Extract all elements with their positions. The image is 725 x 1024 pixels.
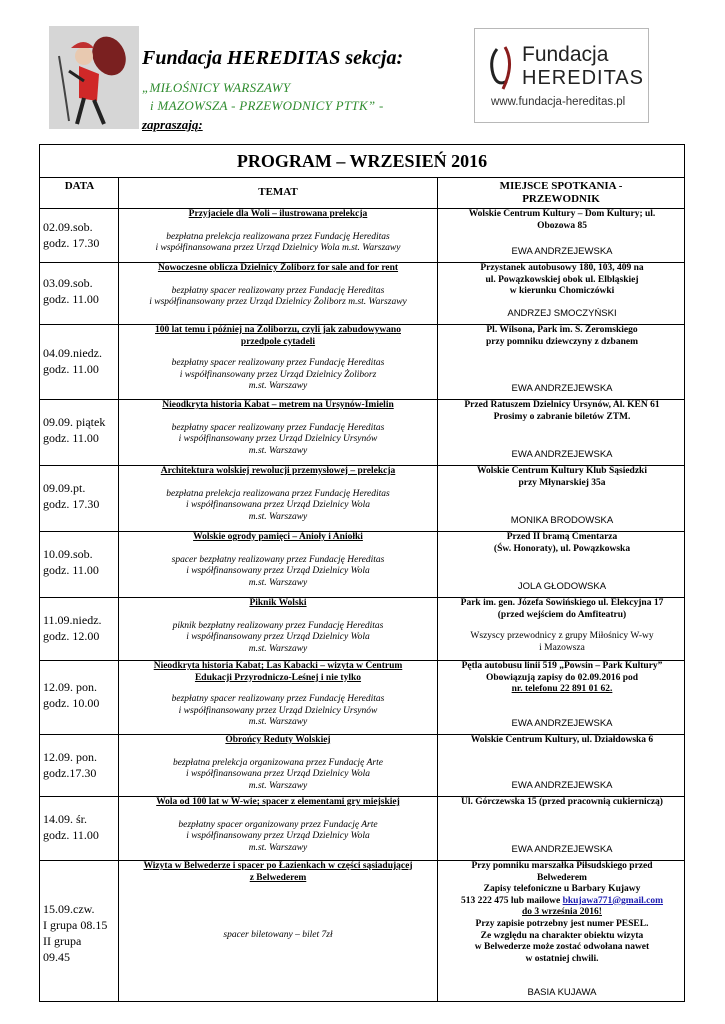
logo-text-fundacja: Fundacja [522, 43, 609, 66]
meeting-place-line: Ul. Górczewska 15 (przed pracownią cukierniczą) [461, 797, 663, 807]
event-title: 100 lat temu i później na Żoliborzu, czyli jak zabudowywano [155, 325, 401, 335]
event-date [43, 546, 99, 578]
spacer [119, 809, 437, 820]
event-description: i współfinansowany przez Urząd Dzielnicy Ursynów [178, 434, 378, 445]
logo-url[interactable]: www.fundacja-hereditas.pl [491, 96, 626, 108]
meeting-place-line: Ze względu na charakter obiektu wizyta [480, 930, 644, 941]
event-topic [119, 466, 437, 530]
event-description: i współfinansowana przez Urząd Dzielnicy Wola [185, 500, 371, 511]
meeting-place [440, 861, 684, 965]
event-date-line: II grupa [43, 934, 82, 948]
table-row [40, 660, 684, 734]
event-description: bezpłatny spacer realizowany przez Fundację Hereditas [171, 422, 385, 433]
event-description: i współfinansowany przez Urząd Dzielnicy Wola [186, 632, 370, 643]
event-description: m.st. Warszawy [248, 780, 308, 791]
meeting-place-line: Pl. Wilsona, Park im. S. Żeromskiego [486, 325, 638, 335]
table-row [40, 860, 684, 1003]
guide-name: EWA ANDRZEJEWSKA [511, 780, 613, 791]
spacer [119, 684, 437, 694]
event-date-line: 14.09. śr. [43, 812, 88, 826]
spacer [119, 884, 437, 930]
event-date-line: 09.09. piątek [43, 415, 106, 429]
event-topic [119, 598, 437, 659]
meeting-place [440, 661, 684, 696]
col-header-place-line1: MIEJSCE SPOTKANIA - [499, 180, 623, 192]
logo-text-hereditas: HEREDITAS [522, 67, 644, 89]
event-date-line: 03.09.sob. [43, 276, 93, 290]
event-title: Piknik Wolski [249, 598, 307, 608]
meeting-place-note: i Mazowsza [539, 642, 585, 653]
event-description: bezpłatna prelekcja organizowana przez Fundację Arte [173, 757, 383, 768]
event-description: i współfinansowany przez Urząd Dzielnicy Żoliborz [179, 369, 377, 380]
table-row [40, 208, 684, 262]
event-topic [119, 861, 437, 1002]
meeting-place-line: Park im. gen. Józefa Sowińskiego ul. Elekcyjna 17 [460, 598, 664, 608]
event-topic [119, 400, 437, 464]
meeting-place-line: Obowiązują zapisy do 02.09.2016 pod [485, 672, 639, 683]
event-description: m.st. Warszawy [248, 381, 308, 392]
meeting-place [440, 263, 684, 298]
table-row [40, 796, 684, 860]
event-date [43, 345, 102, 377]
guide-name: BASIA KUJAWA [527, 987, 597, 998]
event-topic [119, 661, 437, 733]
event-description: bezpłatna prelekcja realizowana przez Fundację Hereditas [166, 231, 390, 242]
guide-name: EWA ANDRZEJEWSKA [511, 844, 613, 855]
event-date [43, 219, 99, 251]
guide-name: ANDRZEJ SMOCZYŃSKI [507, 308, 617, 319]
event-description: bezpłatny spacer realizowany przez Fundację Hereditas [171, 285, 385, 296]
section-name-line2: i MAZOWSZA - PRZEWODNICY PTTK” - [150, 98, 384, 113]
event-date-line: godz. 11.00 [43, 431, 99, 445]
event-description: spacer biletowany – bilet 7zł [223, 930, 333, 941]
meeting-place-line: nr. telefonu 22 891 01 62. [511, 684, 613, 695]
event-date-line: godz. 11.00 [43, 292, 99, 306]
event-description: bezpłatny spacer realizowany przez Fundację Hereditas [171, 694, 385, 705]
event-title: Nowoczesne oblicza Dzielnicy Żoliborz for sale and for rent [157, 263, 399, 273]
spacer [119, 348, 437, 358]
event-description: piknik bezpłatny realizowany przez Fundację Hereditas [172, 620, 384, 631]
event-date-line: I grupa 08.15 [43, 918, 108, 932]
meeting-place-line: do 3 września 2016! [522, 907, 602, 918]
meeting-place [440, 735, 684, 747]
meeting-place [440, 325, 684, 348]
event-description: i współfinansowana przez Urząd Dzielnicy Wola m.st. Warszawy [155, 243, 401, 254]
event-date [43, 811, 99, 843]
spacer [119, 610, 437, 621]
event-date [43, 480, 99, 512]
event-title: przedpole cytadeli [240, 336, 316, 347]
event-date [43, 275, 99, 307]
event-date-line: godz. 17.30 [43, 497, 100, 511]
meeting-place [440, 466, 684, 489]
event-date [43, 749, 97, 781]
meeting-place-line: Belwederem [537, 872, 587, 883]
meeting-place-line: Wolskie Centrum Kultury – Dom Kultury; ul. [468, 209, 656, 219]
event-description: m.st. Warszawy [248, 577, 308, 588]
table-row [40, 465, 684, 531]
event-description: i współfinansowany przez Urząd Dzielnicy Wola [186, 566, 370, 577]
event-date-line: 12.09. pon. [43, 680, 97, 694]
meeting-place-line: Wolskie Centrum Kultury Klub Sąsiedzki [477, 466, 647, 476]
meeting-place-line: Przed Ratuszem Dzielnicy Ursynów, Al. KEN 61 [464, 400, 660, 410]
table-row [40, 597, 684, 660]
meeting-place-line: w ostatniej chwili. [525, 953, 599, 964]
event-description: m.st. Warszawy [248, 717, 308, 728]
event-date-line: godz. 10.00 [43, 696, 100, 710]
meeting-place-note: Wszyscy przewodnicy z grupy Miłośnicy W-wy [470, 631, 654, 642]
event-title: Wizyta w Belwederze i spacer po Łazienkach w części sąsiadującej [143, 861, 413, 871]
event-description: m.st. Warszawy [248, 643, 308, 654]
program-title: PROGRAM – WRZESIEŃ 2016 [40, 145, 684, 178]
meeting-place-line: ul. Powązkowskiej obok ul. Elbląskiej [485, 274, 639, 285]
event-date [43, 901, 107, 965]
guide-name: EWA ANDRZEJEWSKA [511, 449, 613, 460]
event-topic [119, 735, 437, 795]
event-description: m.st. Warszawy [248, 445, 308, 456]
invite-label: zapraszają: [142, 117, 203, 132]
col-header-place-line2: PRZEWODNIK [522, 193, 600, 205]
spacer [119, 747, 437, 758]
meeting-place-line: Pętla autobusu linii 519 „Powsin – Park Kultury” [461, 661, 663, 671]
meeting-place [440, 598, 684, 654]
event-date-line: 10.09.sob. [43, 547, 93, 561]
col-header-topic: TEMAT [258, 186, 298, 198]
col-header-date: DATA [64, 180, 95, 192]
spacer [440, 621, 684, 631]
event-description: m.st. Warszawy [248, 511, 308, 522]
event-title: Wolskie ogrody pamięci – Anioły i Aniołki [193, 532, 363, 542]
meeting-place-line [440, 896, 684, 908]
event-date-line: godz. 11.00 [43, 362, 99, 376]
meeting-place [440, 400, 684, 423]
spacer [119, 478, 437, 489]
col-header-place [437, 178, 685, 211]
event-title: Edukacji Przyrodniczo-Leśnej i nie tylko [194, 672, 362, 683]
event-date-line: 12.09. pon. [43, 750, 97, 764]
meeting-place-line: Wolskie Centrum Kultury, ul. Działdowska 6 [470, 735, 654, 745]
event-date [43, 679, 99, 711]
event-description: bezpłatna prelekcja realizowana przez Fundację Hereditas [166, 488, 390, 499]
table-row [40, 399, 684, 465]
table-row [40, 262, 684, 324]
event-date-line: godz. 11.00 [43, 828, 99, 842]
spacer [119, 544, 437, 555]
event-topic [119, 263, 437, 323]
guide-name: EWA ANDRZEJEWSKA [511, 246, 613, 257]
event-date-line: godz. 17.30 [43, 236, 100, 250]
meeting-place-line: przy pomniku dziewczyny z dzbanem [486, 336, 638, 347]
event-date-line: godz. 11.00 [43, 563, 99, 577]
meeting-place [440, 797, 684, 809]
event-date-line: 02.09.sob. [43, 220, 93, 234]
hereditas-logo [474, 28, 649, 123]
meeting-place [440, 209, 684, 232]
meeting-place-line: Przy pomniku marszałka Piłsudskiego przed [471, 861, 653, 871]
spacer [119, 275, 437, 286]
spacer [119, 412, 437, 423]
event-title: Nieodkryta historia Kabat; Las Kabacki – wizyta w Centrum [153, 661, 403, 671]
table-row [40, 531, 684, 597]
guide-name: JOLA GŁODOWSKA [517, 581, 607, 592]
event-date-line: 09.09.pt. [43, 481, 86, 495]
section-name-line1: „MIŁOŚNICY WARSZAWY [142, 80, 291, 95]
meeting-place-line: przy Młynarskiej 35a [518, 477, 606, 488]
event-description: bezpłatny spacer realizowany przez Fundację Hereditas [171, 358, 385, 369]
text: 513 222 475 lub mailowe [460, 895, 563, 906]
event-description: i współfinansowana przez Urząd Dzielnicy Wola [185, 769, 371, 780]
event-title: Nieodkryta historia Kabat – metrem na Ursynów-Imielin [162, 400, 394, 410]
event-date-line: 11.09.niedz. [43, 613, 102, 627]
meeting-place [440, 532, 684, 555]
table-row [40, 324, 684, 399]
email-link[interactable]: bkujawa771@gmail.com [562, 895, 664, 906]
event-title: Wola od 100 lat w W-wie; spacer z elementami gry miejskiej [156, 797, 400, 807]
event-title: Przyjaciele dla Woli – ilustrowana prelekcja [188, 209, 368, 219]
event-topic [119, 209, 437, 261]
meeting-place-line: Przy zapisie potrzebny jest numer PESEL. [475, 918, 649, 929]
event-description: i współfinansowany przez Urząd Dzielnicy Żoliborz m.st. Warszawy [149, 297, 407, 308]
event-topic [119, 325, 437, 398]
event-date-line: godz.17.30 [43, 766, 97, 780]
meeting-place-line: (przed wejściem do Amfiteatru) [497, 609, 627, 620]
meeting-place-line: (Św. Honoraty), ul. Powązkowska [493, 543, 631, 554]
event-date-line: 04.09.niedz. [43, 346, 102, 360]
event-description: bezpłatny spacer organizowany przez Fundację Arte [178, 819, 378, 830]
meeting-place-line: Przed II bramą Cmentarza [506, 532, 618, 542]
event-title: Obrońcy Reduty Wolskiej [225, 735, 331, 745]
event-description: i współfinansowany przez Urząd Dzielnicy Ursynów [178, 705, 378, 716]
guide-name: MONIKA BRODOWSKA [510, 515, 614, 526]
event-topic [119, 532, 437, 596]
event-description: spacer bezpłatny realizowany przez Fundację Hereditas [171, 554, 385, 565]
meeting-place-line: w kierunku Chomiczówki [509, 286, 615, 297]
program-table [39, 144, 685, 1002]
event-title: Architektura wolskiej rewolucji przemysłowej – prelekcja [160, 466, 396, 476]
meeting-place-line: Obozowa 85 [537, 220, 587, 231]
event-title: z Belwederem [249, 872, 307, 883]
event-date-line: godz. 12.00 [43, 629, 100, 643]
event-description: i współfinansowany przez Urząd Dzielnicy Wola [186, 831, 370, 842]
meeting-place-line: w Belwederze może zostać odwołana nawet [474, 942, 650, 953]
table-row [40, 734, 684, 796]
event-date [43, 612, 102, 644]
guide-name: EWA ANDRZEJEWSKA [511, 718, 613, 729]
event-date-line: 09.45 [43, 950, 70, 964]
foundation-title: Fundacja HEREDITAS sekcja: [142, 47, 404, 69]
meeting-place-line: Przystanek autobusowy 180, 103, 409 na [480, 263, 644, 273]
event-topic [119, 797, 437, 859]
event-date [43, 414, 105, 446]
event-description: m.st. Warszawy [248, 842, 308, 853]
meeting-place-line: Prosimy o zabranie biletów ZTM. [493, 411, 631, 422]
spacer [119, 221, 437, 232]
event-date-line: 15.09.czw. [43, 902, 95, 916]
meeting-place-line: Zapisy telefoniczne u Barbary Kujawy [483, 884, 641, 895]
guide-name: EWA ANDRZEJEWSKA [511, 383, 613, 394]
hereditas-mascot-logo [49, 26, 139, 129]
